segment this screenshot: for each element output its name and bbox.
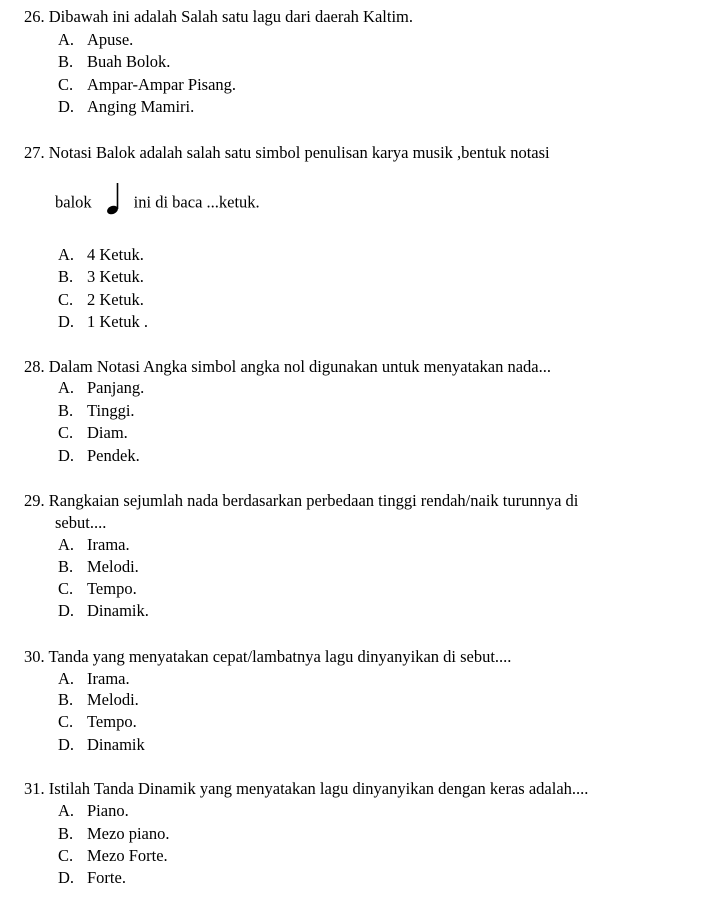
option-31-c[interactable]: C. Mezo Forte. xyxy=(58,846,168,865)
quarter-note-icon xyxy=(106,182,122,225)
option-26-d[interactable]: D. Anging Mamiri. xyxy=(58,97,195,116)
question-number: 26. xyxy=(24,7,45,26)
option-28-c[interactable]: C. Diam. xyxy=(58,423,128,442)
option-29-d[interactable]: D. Dinamik. xyxy=(58,601,149,620)
question-text: Notasi Balok adalah salah satu simbol penulisan karya musik ,bentuk notasi xyxy=(48,143,550,162)
question-number: 30. xyxy=(24,647,45,666)
question-text: Rangkaian sejumlah nada berdasarkan perbedaan tinggi rendah/naik turunnya di xyxy=(48,491,579,510)
option-31-d[interactable]: D. Forte. xyxy=(58,868,126,887)
option-30-c[interactable]: C. Tempo. xyxy=(58,712,137,731)
question-text: Dalam Notasi Angka simbol angka nol digunakan untuk menyatakan nada... xyxy=(48,357,551,376)
option-31-a[interactable]: A. Piano. xyxy=(58,801,129,820)
option-26-c[interactable]: C. Ampar-Ampar Pisang. xyxy=(58,75,237,94)
question-number: 28. xyxy=(24,357,45,376)
option-27-b[interactable]: B. 3 Ketuk. xyxy=(58,267,144,286)
question-27-line2: balok ini di baca ...ketuk. xyxy=(55,182,260,225)
question-29 xyxy=(24,491,578,511)
option-28-b[interactable]: B. Tinggi. xyxy=(58,401,135,420)
option-29-a[interactable]: A. Irama. xyxy=(58,535,130,554)
option-26-a[interactable]: A. Apuse. xyxy=(58,30,134,49)
question-text: Dibawah ini adalah Salah satu lagu dari daerah Kaltim. xyxy=(48,7,413,26)
question-26 xyxy=(24,7,413,27)
question-27 xyxy=(24,143,550,163)
question-31 xyxy=(24,779,588,799)
question-number: 29. xyxy=(24,491,45,510)
option-30-b[interactable]: B. Melodi. xyxy=(58,690,139,709)
option-26-b[interactable]: B. Buah Bolok. xyxy=(58,52,171,71)
question-29-line2: sebut.... xyxy=(55,513,107,532)
option-27-c[interactable]: C. 2 Ketuk. xyxy=(58,290,144,309)
option-30-a[interactable]: A. Irama. xyxy=(58,669,130,688)
option-27-a[interactable]: A. 4 Ketuk. xyxy=(58,245,144,264)
question-text: Tanda yang menyatakan cepat/lambatnya lagu dinyanyikan di sebut.... xyxy=(48,647,512,666)
option-29-b[interactable]: B. Melodi. xyxy=(58,557,139,576)
question-30 xyxy=(24,647,511,667)
option-28-a[interactable]: A. Panjang. xyxy=(58,378,145,397)
option-28-d[interactable]: D. Pendek. xyxy=(58,446,140,465)
question-number: 31. xyxy=(24,779,45,798)
option-27-d[interactable]: D. 1 Ketuk . xyxy=(58,312,148,331)
question-text: Istilah Tanda Dinamik yang menyatakan lagu dinyanyikan dengan keras adalah.... xyxy=(48,779,589,798)
question-number: 27. xyxy=(24,143,45,162)
question-28 xyxy=(24,357,551,377)
option-29-c[interactable]: C. Tempo. xyxy=(58,579,137,598)
option-31-b[interactable]: B. Mezo piano. xyxy=(58,824,170,843)
option-30-d[interactable]: D. Dinamik xyxy=(58,735,145,754)
